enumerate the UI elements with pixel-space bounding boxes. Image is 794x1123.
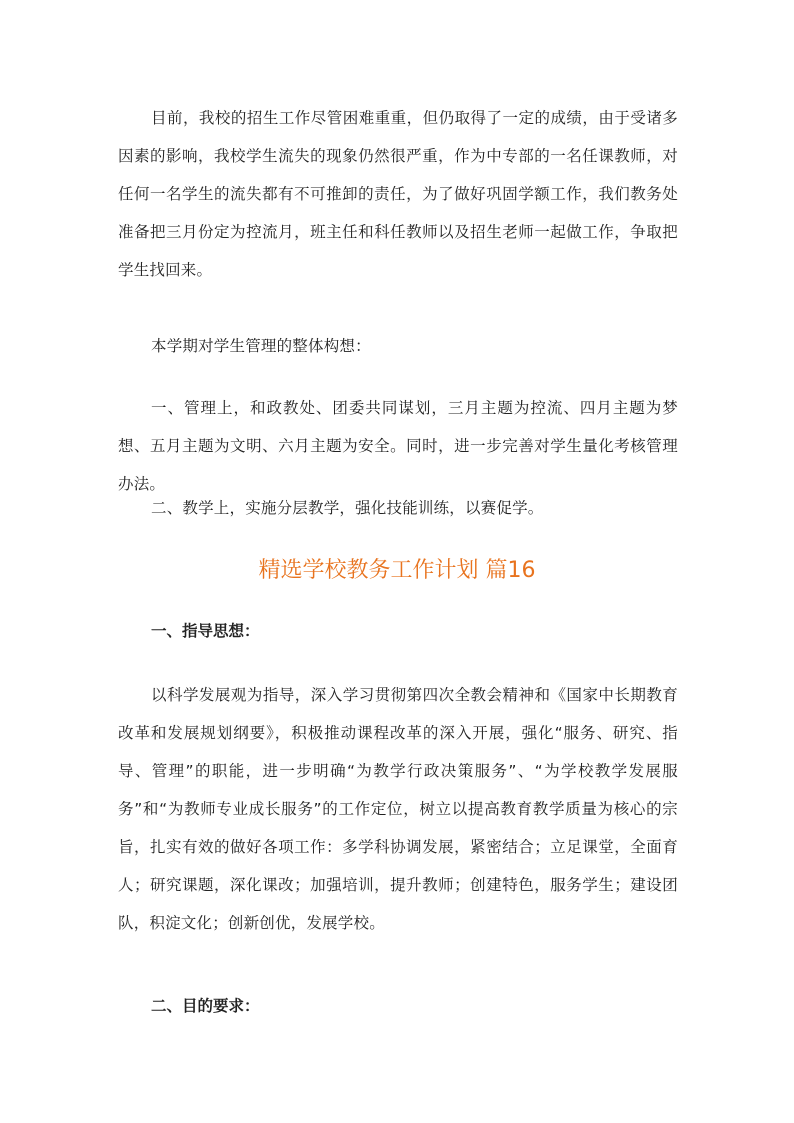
paragraph-management-item-2: 二、教学上，实施分层教学，强化技能训练，以赛促学。 [151, 499, 544, 517]
paragraph-management-item-1: 一、管理上，和政教处、团委共同谋划，三月主题为控流、四月主题为梦想、五月主题为文明、六月主题为安全。同时，进一步完善对学生量化考核管理办法。 [118, 399, 678, 493]
paragraph-enrollment: 目前，我校的招生工作尽管困难重重，但仍取得了一定的成绩，由于受诸多因素的影响，我校学生流失的现象仍然很严重，作为中专部的一名任课教师，对任何一名学生的流失都有不可推卸的责任，为了做好巩固学额工作，我们教务处准备把三月份定为控流月，班主任和科任教师以及招生老师一起做工作，争取把学生找回来。 [118, 109, 678, 279]
paragraph-guiding-ideology: 以科学发展观为指导，深入学习贯彻第四次全教会精神和《国家中长期教育改革和发展规划纲要》，积极推动课程改革的深入开展，强化“服务、研究、指导、管理”的职能，进一步明确“为教学行政决策服务”、“为学校教学发展服务”和“为教师专业成长服务”的工作定位，树立以提高教育教学质量为核心的宗旨，扎实有效的做好各项工作：多学科协调发展，紧密结合；立足课堂，全面育人；研究课题，深化课改；加强培训，提升教师；创建特色，服务学生；建设团队，积淀文化；创新创优，发展学校。 [118, 686, 678, 932]
section-title: 精选学校教务工作计划 篇16 [258, 558, 536, 583]
heading-guiding-ideology: 一、指导思想： [151, 622, 260, 640]
paragraph-management-plan-intro: 本学期对学生管理的整体构想： [151, 337, 371, 355]
heading-objectives: 二、目的要求： [151, 997, 260, 1015]
